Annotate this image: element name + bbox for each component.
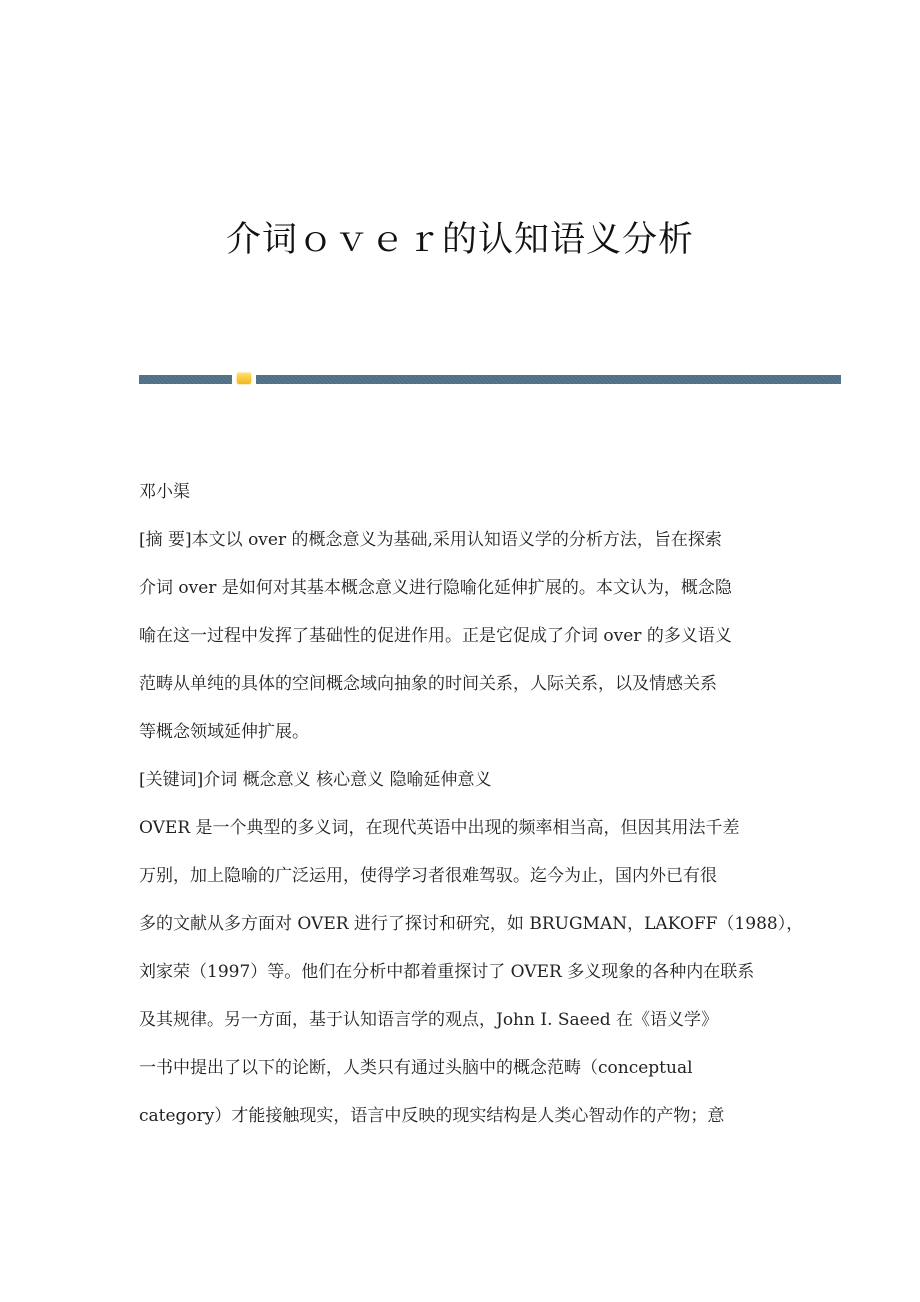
body-line: 多的文献从多方面对 OVER 进行了探讨和研究，如 BRUGMAN，LAKOFF（1988）， bbox=[139, 914, 804, 934]
body-line: 一书中提出了以下的论断，人类只有通过头脑中的概念范畴（conceptual bbox=[139, 1058, 693, 1078]
body-line: 刘家荣（1997）等。他们在分析中都着重探讨了 OVER 多义现象的各种内在联系 bbox=[139, 962, 755, 982]
abstract-line: 喻在这一过程中发挥了基础性的促进作用。正是它促成了介词 over 的多义语义 bbox=[139, 626, 732, 646]
body-line: OVER 是一个典型的多义词，在现代英语中出现的频率相当高，但因其用法千差 bbox=[139, 818, 740, 838]
body-line: 及其规律。另一方面，基于认知语言学的观点，John I. Saeed 在《语义学》 bbox=[139, 1010, 719, 1030]
abstract-line: [摘 要]本文以 over 的概念意义为基础,采用认知语义学的分析方法，旨在探索 bbox=[139, 530, 722, 550]
abstract-line: 范畴从单纯的具体的空间概念域向抽象的时间关系，人际关系，以及情感关系 bbox=[139, 674, 717, 694]
body-line: 万别，加上隐喻的广泛运用，使得学习者很难驾驭。迄今为止，国内外已有很 bbox=[139, 866, 717, 886]
abstract-line: 介词 over 是如何对其基本概念意义进行隐喻化延伸扩展的。本文认为，概念隐 bbox=[139, 578, 732, 598]
divider-bar-left bbox=[139, 375, 232, 384]
author-name: 邓小渠 bbox=[139, 482, 190, 502]
document-body bbox=[139, 468, 804, 1140]
body-line: category）才能接触现实，语言中反映的现实结构是人类心智动作的产物；意 bbox=[139, 1106, 725, 1126]
abstract-line: 等概念领域延伸扩展。 bbox=[139, 722, 309, 742]
title-divider bbox=[139, 375, 841, 384]
page-title: 介词ｏｖｅｒ的认知语义分析 bbox=[225, 220, 694, 260]
keywords-line: [关键词]介词 概念意义 核心意义 隐喻延伸意义 bbox=[139, 770, 492, 790]
envelope-ornament-icon bbox=[237, 373, 251, 384]
divider-bar-right bbox=[256, 375, 841, 384]
